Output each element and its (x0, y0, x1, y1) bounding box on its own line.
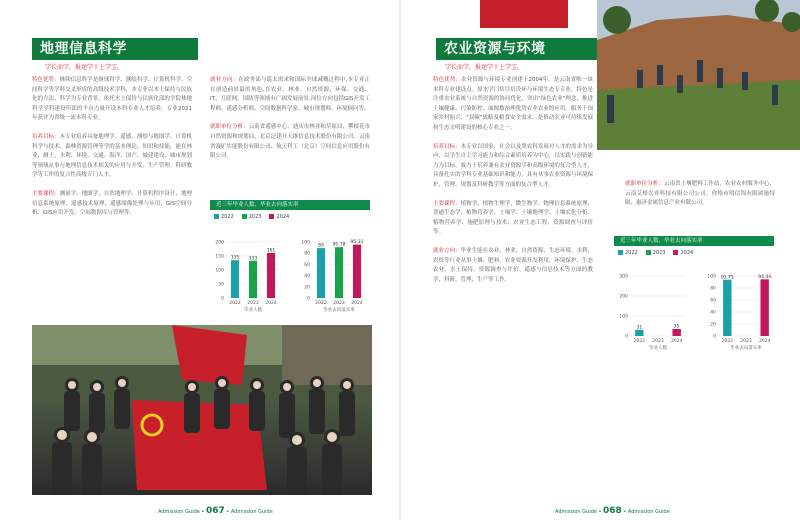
x-tick-label: 2024 (758, 339, 771, 344)
page-subtitle-right: 学长而学，报途学于上学宝。 (445, 64, 524, 71)
y-tick-label: 20 (710, 322, 716, 328)
data-label: 135 (230, 255, 240, 261)
y-tick-label: 100 (301, 240, 310, 246)
x-tick-label: 2022 (315, 301, 327, 306)
bar (267, 253, 275, 298)
data-label: 93.75 (720, 275, 734, 281)
y-tick-label: 40 (304, 274, 310, 280)
legend-2023: 2023 (242, 214, 262, 220)
employers-paragraph: 就职单位分析：云南省遥感中心、迪庆市林业和草原局、攀枝花市自然资源和规划局、北京泛建开天维信息技术股份有限公司、云南省漫矿实能股份有限公司、航天科工（北京）空间信息应用股份有限公司。 (210, 124, 370, 160)
data-label: 31 (636, 325, 643, 331)
y-tick-label: 60 (304, 262, 310, 268)
right-rate-chart (706, 270, 776, 350)
x-axis-label: 毕业人数 (649, 346, 667, 351)
features-paragraph: 特色优势：农业资源与环境专业创建于2004年，是云南省唯一该本科专业建设点。原水学门培注培设环与环境生态专专业，特色是注重农业系统与自然资源的协同优化，突出"绿色农业"理念，推进土壤健康、污染防控、面源数治理优势农业农业的应用。服务于国家乡村振兴、"双碳"战略及粮食安全需求，是推动农业可持续发展和生态文明建设的核心专业之一。 (433, 77, 593, 131)
page-footer-right: Admission Guide • 068 • Admission Guide (555, 506, 670, 516)
x-axis-label: 毕业人数 (244, 308, 262, 313)
y-tick-label: 200 (215, 240, 224, 246)
data-label: 89 (318, 243, 324, 249)
legend-2022: 2022 (214, 214, 234, 220)
y-tick-label: 300 (619, 274, 628, 280)
y-tick-label: 0 (307, 296, 310, 302)
y-tick-label: 50 (218, 282, 224, 288)
data-label: 35 (673, 324, 680, 330)
bar (353, 245, 361, 298)
y-tick-label: 100 (619, 314, 628, 320)
x-tick-label: 2024 (265, 301, 277, 306)
legend-2023: 2023 (646, 250, 666, 256)
x-axis-label: 毕业去向落实率 (730, 346, 762, 351)
courses-paragraph: 主要课程：测量学、地图学、自然地理学、计算机程序设计、地理信息系统原理、遥感技术原理、遥感图像处理与应用、GIS空间分析、GIS应用开发、空间数据库与管理等。 (32, 190, 192, 217)
left-rate-chart (300, 236, 368, 312)
chart-legend-right (618, 250, 693, 256)
data-label: 90.78 (332, 242, 346, 248)
y-tick-label: 100 (707, 274, 716, 280)
x-tick-label: 2024 (670, 339, 683, 344)
y-tick-label: 150 (215, 254, 224, 260)
page-footer-left: Admission Guide • 067 • Admission Guide (158, 506, 273, 516)
data-label: 161 (266, 248, 276, 254)
right-column (433, 76, 593, 294)
bar (723, 280, 731, 336)
x-tick-label: 2024 (351, 301, 363, 306)
data-label: 133 (248, 256, 258, 262)
employers-paragraph: 就职单位分析：云南省土壤肥料工作站、农业农村服务中心、云南艾格农业科技有限公司公司、你格市明信锦有限属施特限、惠济金属信息产业有限公司。 (625, 181, 775, 207)
page-title-right: 农业资源与环境 (436, 38, 602, 60)
x-axis-label: 毕业去向落实率 (323, 308, 355, 313)
training-paragraph: 培养目标：本专业以国家、社会以及黑农科发展对人才的需求为导向，以学生自主学习能力和综合素质培养为中心，以实践与创新能力为目标，致力于培养兼有农业资源学和高级环境的复合型人才，具备扎实的学科专业基础知识和能力，具有从事农业资源与环境保护、管理、规划及科研教学等方面的复合型人才。 (433, 143, 593, 188)
bar (249, 261, 257, 298)
page-spine (399, 0, 401, 520)
data-label: 94.44 (758, 274, 772, 280)
x-tick-label: 2022 (229, 301, 241, 306)
y-tick-label: 80 (710, 286, 716, 292)
x-tick-label: 2023 (247, 301, 259, 306)
left-column (32, 76, 192, 228)
x-tick-label: 2022 (633, 339, 646, 344)
features-paragraph: 特色优势：继续信息科学是继球科学、测绘科学、计算机科学、空间科学等学科交叉形成的高级技术学科，本专业以本土保持与民族化的方法、科学为专业背景，依托水土保持与民族化部的学院林地科学学科建设所部的平台力量开设本科专业人才培养，专业2021年获评为省级一流本科专业。 (32, 77, 192, 122)
employment-paragraph: 就业方向：毕业生能在农业、林业、自然资源、生态环境、水利、农资等行业从事土壤、肥料、农业资源开发利用、环境保护、生态农业、水土保持、资源调查与评价、遥感与信息技术等方面的教学、科研、管理、生产等工作。 (433, 247, 593, 283)
employment-paragraph: 就业方向：在政务部与遥太需求和国际全球减概过程中,本专业正在创造前景最的角色,在农业、林业、自然资源、环保、交通、IT、互联网、国防等领域有广阔发展前景,岗位方向包括GIS开发工程师、遥感分析师、空间数据科学家、城市规划师、环境顾问等。 (210, 77, 370, 112)
data-label: 95.31 (350, 240, 364, 246)
bar (231, 260, 239, 298)
y-tick-label: 60 (710, 298, 716, 304)
left-count-chart (214, 236, 282, 312)
x-tick-label: 2022 (721, 339, 734, 344)
chart-header-right: 近三年毕业人数、毕业去向落实率 (614, 236, 774, 246)
chart-header: 近三年毕业人数、毕业去向落实率 (210, 200, 370, 210)
right-count-chart (618, 270, 688, 350)
y-tick-label: 40 (710, 310, 716, 316)
bar (317, 248, 325, 298)
y-tick-label: 80 (304, 251, 310, 257)
bar (672, 329, 680, 336)
group-photo-with-flags (32, 325, 372, 495)
red-tab-decoration (480, 0, 568, 28)
y-tick-label: 0 (713, 334, 716, 340)
y-tick-label: 20 (304, 285, 310, 291)
right-column-2 (625, 180, 775, 218)
field-work-photo (597, 0, 800, 150)
y-tick-label: 0 (625, 334, 628, 340)
x-tick-label: 2023 (652, 339, 664, 344)
training-paragraph: 培养目标：本专业培养具备地理学、遥感、测绘与地图学、计算机科学与技术、森林资源管理等学的基本理论、知识和技能，能在林业、测土、水利、环境、交通、海洋、国产、城建建设、城市规划等领域从事与地理信息技术相关的应用与开发、生产管理、科研教学等工作的复合性高级专门人才。 (32, 133, 192, 179)
y-tick-label: 200 (619, 294, 628, 300)
bar (335, 247, 343, 298)
legend-2024: 2024 (673, 250, 693, 256)
page-subtitle: 学长而学，报途学于上学宝。 (45, 64, 124, 71)
page-title: 地理信息科学 (32, 38, 198, 60)
left-column-2 (210, 76, 370, 171)
x-tick-label: 2023 (740, 339, 752, 344)
y-tick-label: 100 (215, 268, 224, 274)
x-tick-label: 2023 (333, 301, 345, 306)
bar (760, 279, 768, 336)
courses-paragraph: 主要课程：植物学、植物生理学、微生物学、物理信息系统原理、普通生态学、植物营养学、土壤学、土壤地理学、土壤农化分析、植物营养学、施肥原理与技术、农业生态工程、资源调查与评价等。 (433, 200, 593, 236)
legend-2022: 2022 (618, 250, 638, 256)
bar (635, 330, 643, 336)
y-tick-label: 0 (221, 296, 224, 302)
legend-2024: 2024 (269, 214, 289, 220)
chart-legend (214, 214, 289, 220)
